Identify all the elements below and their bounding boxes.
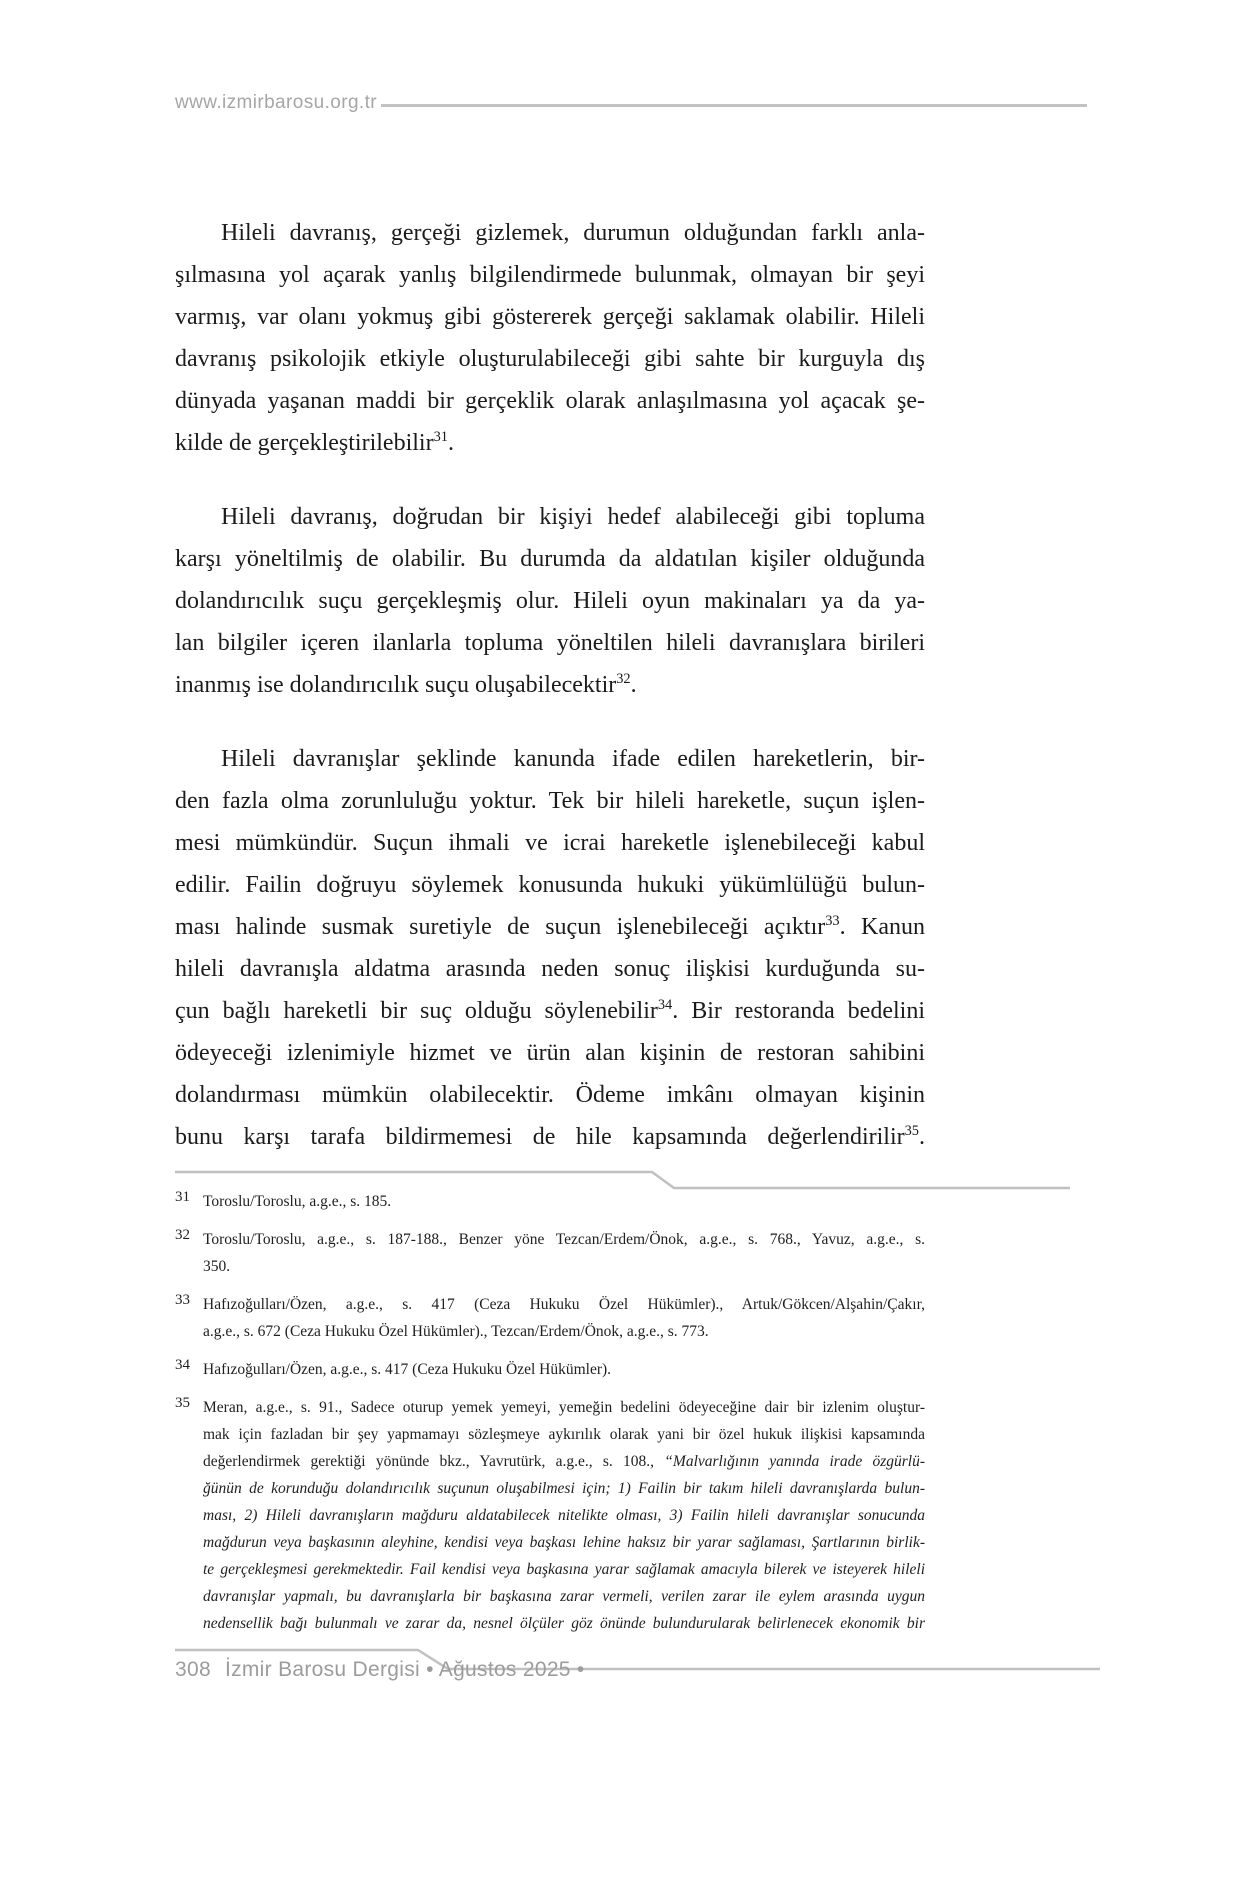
page-header — [175, 92, 1087, 114]
text-line: den fazla olma zorunluluğu yoktur. Tek bir hileli hareketle, suçun işlen- — [175, 788, 925, 814]
italic-quote: te gerçekleşmesi gerekmektedir. Fail kendisi veya başkasına yarar sağlamak amacıyla bilerek ve isteyerek hileli — [203, 1561, 925, 1578]
text-line: Toroslu/Toroslu, a.g.e., s. 185. — [203, 1193, 392, 1210]
text-line: inanmış ise dolandırıcılık suçu oluşabilecektir$^{32}$. — [175, 671, 637, 698]
text-line: lan bilgiler içeren ilanlarla topluma yöneltilen hileli davranışlara birileri — [175, 630, 925, 656]
text-line: Meran, a.g.e., s. 91., Sadece oturup yemek yemeyi, yemeğin bedelini ödeyeceğine dair bir izlenim oluştur- — [203, 1399, 925, 1416]
body-text — [175, 212, 925, 1190]
text-line: Hafızoğulları/Özen, a.g.e., s. 417 (Ceza Hukuku Özel Hükümler). — [203, 1361, 612, 1378]
text-line: edilir. Failin doğruyu söylemek konusunda hukuki yükümlülüğü bulun- — [175, 872, 925, 898]
text-line: bunu karşı tarafa bildirmemesi de hile kapsamında değerlendirilir$^{35}$. — [175, 1123, 925, 1150]
footnote-number: 31 — [175, 1189, 190, 1205]
footnote — [175, 1291, 925, 1345]
footnote-number: 33 — [175, 1292, 190, 1308]
paragraph — [175, 738, 925, 1158]
text-line: Toroslu/Toroslu, a.g.e., s. 187-188., Benzer yöne Tezcan/Erdem/Önok, a.g.e., s. 768., Yavuz, a.g.e., s. — [203, 1231, 925, 1248]
text-line: mak için fazladan bir şey yapmamayı sözleşmeye aykırılık olarak yani bir özel hukuk ilişkisi kapsamında — [203, 1426, 925, 1443]
text-line: karşı yöneltilmiş de olabilir. Bu durumda da aldatılan kişiler olduğunda — [175, 546, 925, 572]
text-line: a.g.e., s. 672 (Ceza Hukuku Özel Hükümler)., Tezcan/Erdem/Önok, a.g.e., s. 773. — [203, 1323, 709, 1340]
text-line: mesi mümkündür. Suçun ihmali ve icrai hareketle işlenebileceği kabul — [175, 830, 925, 856]
footnote-ref: 31 — [433, 429, 448, 445]
footnote-number: 34 — [175, 1357, 190, 1373]
text-line: dolandırması mümkün olabilecektir. Ödeme imkânı olmayan kişinin — [175, 1082, 925, 1108]
text-line: şılmasına yol açarak yanlış bilgilendirmede bulunmak, olmayan bir şeyi — [175, 262, 925, 288]
paragraph — [175, 212, 925, 464]
footnote-ref: 32 — [616, 671, 631, 687]
text-line: Hafızoğulları/Özen, a.g.e., s. 417 (Ceza Hukuku Özel Hükümler)., Artuk/Gökcen/Alşahin/Çakır, — [203, 1296, 925, 1313]
italic-quote: nedensellik bağı bulunmalı ve zarar da, nesnel ölçüler göz önünde bulundurularak belirlenecek ekonomik bir — [203, 1615, 925, 1632]
footnote — [175, 1188, 925, 1215]
footnote-number: 32 — [175, 1227, 190, 1243]
italic-quote: davranışlar yapmalı, bu davranışlarla bir başkasına zarar vermeli, verilen zarar ile eylem arasında uygun — [203, 1588, 925, 1605]
footnote-number: 35 — [175, 1395, 190, 1411]
text-line: varmış, var olanı yokmuş gibi göstererek gerçeği saklamak olabilir. Hileli — [175, 304, 925, 330]
header-rule — [381, 104, 1087, 107]
page-number: 308 — [175, 1658, 211, 1681]
italic-quote: mağdurun veya başkasının aleyhine, kendisi veya başkası lehine haksız bir yarar sağlaması, Şartlarının birlik- — [203, 1534, 925, 1551]
italic-quote: “Malvarlığının yanında irade özgürlü- — [664, 1453, 925, 1470]
text-line: dünyada yaşanan maddi bir gerçeklik olarak anlaşılmasına yol açacak şe- — [175, 388, 925, 414]
text-line: Hileli davranış, gerçeği gizlemek, durumun olduğundan farklı anla- — [221, 220, 925, 246]
text-line: Hileli davranış, doğrudan bir kişiyi hedef alabileceği gibi topluma — [221, 504, 925, 530]
text-line: davranış psikolojik etkiyle oluşturulabileceği gibi sahte bir kurguyla dış — [175, 346, 925, 372]
text-line: dolandırıcılık suçu gerçekleşmiş olur. Hileli oyun makinaları ya da ya- — [175, 588, 925, 614]
footnote-ref: 34 — [657, 997, 673, 1013]
italic-quote: ması, 2) Hileli davranışların mağduru aldatabilecek nitelikte olması, 3) Failin hileli davranışlar sonucunda — [203, 1507, 925, 1524]
footnote — [175, 1356, 925, 1383]
text-line: Hileli davranışlar şeklinde kanunda ifade edilen hareketlerin, bir- — [221, 746, 925, 772]
footnote — [175, 1226, 925, 1280]
text-line: çun bağlı hareketli bir suç olduğu söylenebilir$^{34}$. Bir restoranda bedelini — [175, 997, 925, 1024]
text-line: değerlendirmek gerektiği yönünde bkz., Yavrutürk, a.g.e., s. 108., “Malvarlığının yanında irade özgürlü- — [203, 1453, 925, 1470]
text-line: 350. — [203, 1258, 231, 1275]
footnote — [175, 1394, 925, 1637]
italic-quote: ğünün de korunduğu dolandırıcılık suçunun oluşabilmesi için; 1) Failin bir takım hileli davranışlarda bulun- — [203, 1480, 925, 1497]
text-line: kilde de gerçekleştirilebilir$^{31}$. — [175, 429, 454, 456]
text-line: ması halinde susmak suretiyle de suçun işlenebileceği açıktır$^{33}$. Kanun — [175, 913, 925, 940]
text-line — [203, 1529, 925, 1556]
text-line: hileli davranışla aldatma arasında neden sonuç ilişkisi kurduğunda su- — [175, 956, 925, 982]
journal-footer-text: İzmir Barosu Dergisi • Ağustos 2025 • — [224, 1658, 585, 1681]
footnote-ref: 33 — [825, 913, 840, 929]
text-line — [203, 1475, 925, 1502]
text-line — [203, 1556, 925, 1583]
text-line — [203, 1610, 925, 1637]
header-url: www.izmirbarosu.org.tr — [175, 92, 378, 113]
footnotes — [175, 1188, 925, 1648]
paragraph — [175, 496, 925, 706]
text-line — [203, 1583, 925, 1610]
text-line — [203, 1502, 925, 1529]
footnote-ref: 35 — [904, 1123, 919, 1139]
page-footer — [175, 1658, 585, 1682]
text-line: ödeyeceği izlenimiyle hizmet ve ürün alan kişinin de restoran sahibini — [175, 1040, 925, 1066]
